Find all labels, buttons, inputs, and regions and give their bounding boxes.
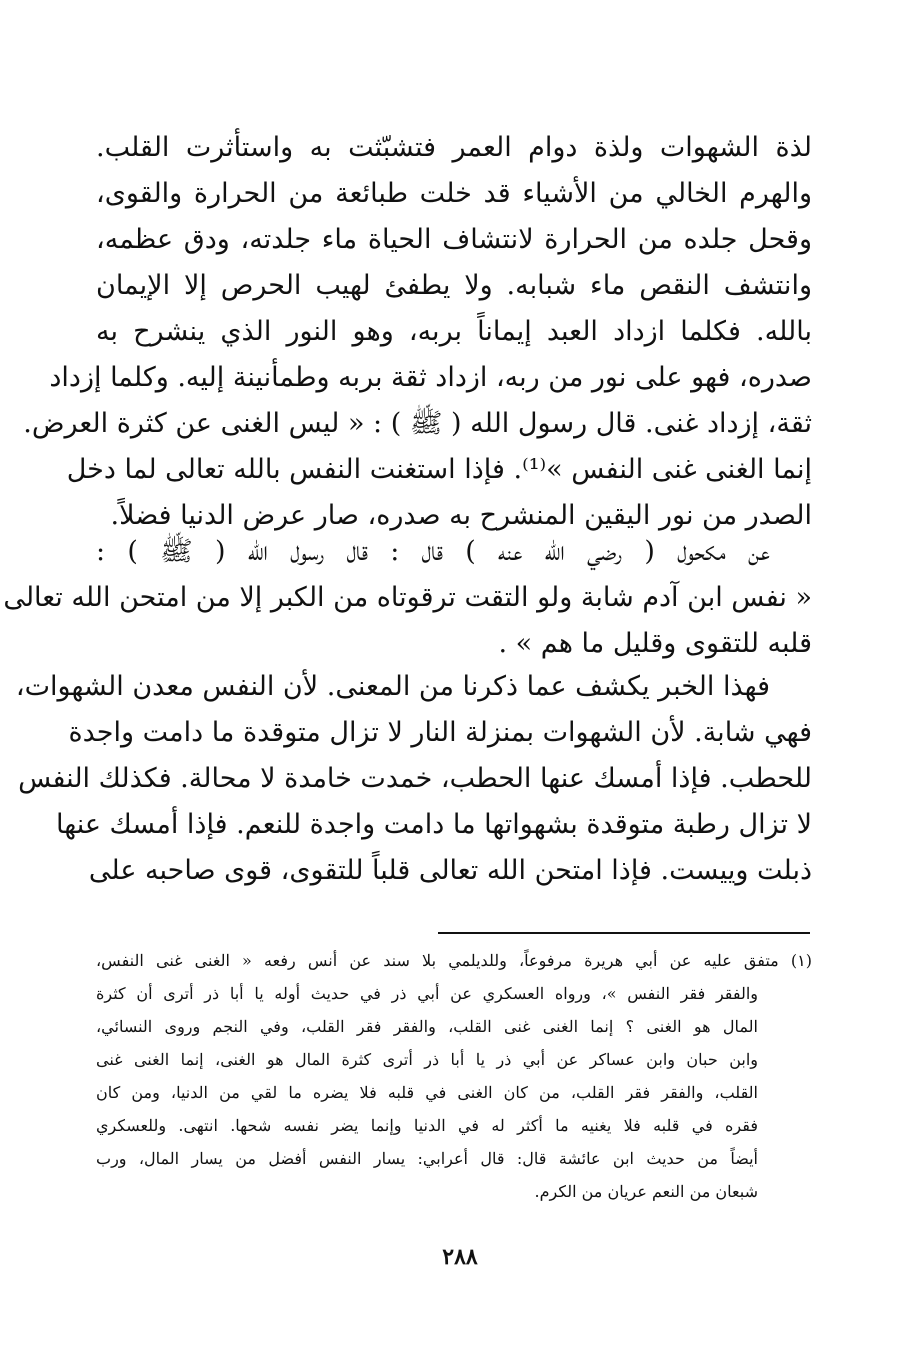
- text-line: ذبلت وييست. فإذا امتحن الله تعالى قلباً للتقوى، قوى صاحبه على: [88, 855, 812, 886]
- text-line: فهي شابة. لأن الشهوات بمنزلة النار لا تزال متوقدة ما دامت واجدة: [68, 717, 812, 748]
- text-line: وقحل جلده من الحرارة لانتشاف الحياة ماء جلدته، ودق عظمه،: [96, 224, 812, 255]
- paragraph-3: [15, 664, 812, 894]
- text-line: قلبه للتقوى وقليل ما هم » .: [498, 628, 812, 659]
- text-line: « نفس ابن آدم شابة ولو التقت ترقوتاه من الكبر إلا من امتحن الله تعالى: [3, 582, 812, 613]
- text-line: عن مكحول ( رضي الله عنه ) قال : قال رسول الله ( ﷺ ) :: [96, 536, 770, 567]
- footnote: [96, 944, 812, 1208]
- footnote-line: وابن حبان وابن عساكر عن أبي ذر يا أبا ذر أترى كثرة المال هو الغنى، إنما الغنى غنى: [96, 1050, 758, 1069]
- text-line: الصدر من نور اليقين المنشرح به صدره، صار عرض الدنيا فضلاً.: [110, 500, 812, 531]
- text-line: لا تزال رطبة متوقدة بشهواتها ما دامت واجدة للنعم. فإذا أمسك عنها: [56, 809, 812, 840]
- paragraph-1: [23, 125, 812, 539]
- text-line: وانتشف النقص ماء شبابه. ولا يطفئ لهيب الحرص إلا الإيمان: [96, 270, 812, 301]
- text-line: صدره، فهو على نور من ربه، ازداد ثقة بربه وطمأنينة إليه. وكلما إزداد: [49, 362, 812, 393]
- footnote-line: القلب، والفقر فقر القلب، من كان الغنى في قلبه فلا يضره ما لقي من الدنيا، ومن كان: [96, 1083, 758, 1102]
- page-number: ٢٨٨: [442, 1244, 478, 1270]
- footnote-line: فقره في قلبه فلا يغنيه ما أكثر له في الدنيا وإنما يضر نفسه شحها. انتهى. وللعسكري: [96, 1116, 758, 1135]
- text-line: فهذا الخبر يكشف عما ذكرنا من المعنى. لأن النفس معدن الشهوات،: [15, 671, 770, 702]
- text-line: بالله. فكلما ازداد العبد إيماناً بربه، وهو النور الذي ينشرح به: [96, 316, 812, 347]
- footnote-line: (١) متفق عليه عن أبي هريرة مرفوعاً، وللديلمي بلا سند عن أنس رفعه « الغنى غنى النفس،: [96, 951, 812, 970]
- paragraph-2: [3, 529, 812, 667]
- footnote-line: أيضاً من حديث ابن عائشة قال: قال أعرابي: يسار النفس أفضل من يسار المال، ورب: [96, 1149, 758, 1168]
- footnote-divider: [438, 932, 810, 934]
- text-line: لذة الشهوات ولذة دوام العمر فتشبّثت به واستأثرت القلب.: [96, 132, 812, 163]
- text-line: ثقة، إزداد غنى. قال رسول الله ( ﷺ ) : « ليس الغنى عن كثرة العرض.: [23, 408, 812, 439]
- text-line: والهرم الخالي من الأشياء قد خلت طبائعة من الحرارة والقوى،: [96, 178, 812, 209]
- text-line: إنما الغنى غنى النفس »⁽¹⁾. فإذا استغنت النفس بالله تعالى لما دخل: [66, 454, 812, 485]
- footnote-line: المال هو الغنى ؟ إنما الغنى غنى القلب، والفقر فقر القلب، وفي النجم وروى النسائي،: [96, 1017, 758, 1036]
- footnote-line: والفقر فقر النفس »، ورواه العسكري عن أبي ذر في حديث أوله يا أبا ذر أترى أن كثرة: [96, 984, 759, 1003]
- text-line: للحطب. فإذا أمسك عنها الحطب، خمدت خامدة لا محالة. فكذلك النفس: [18, 763, 812, 794]
- footnote-line: شبعان من النعم عريان من الكرم.: [534, 1182, 758, 1201]
